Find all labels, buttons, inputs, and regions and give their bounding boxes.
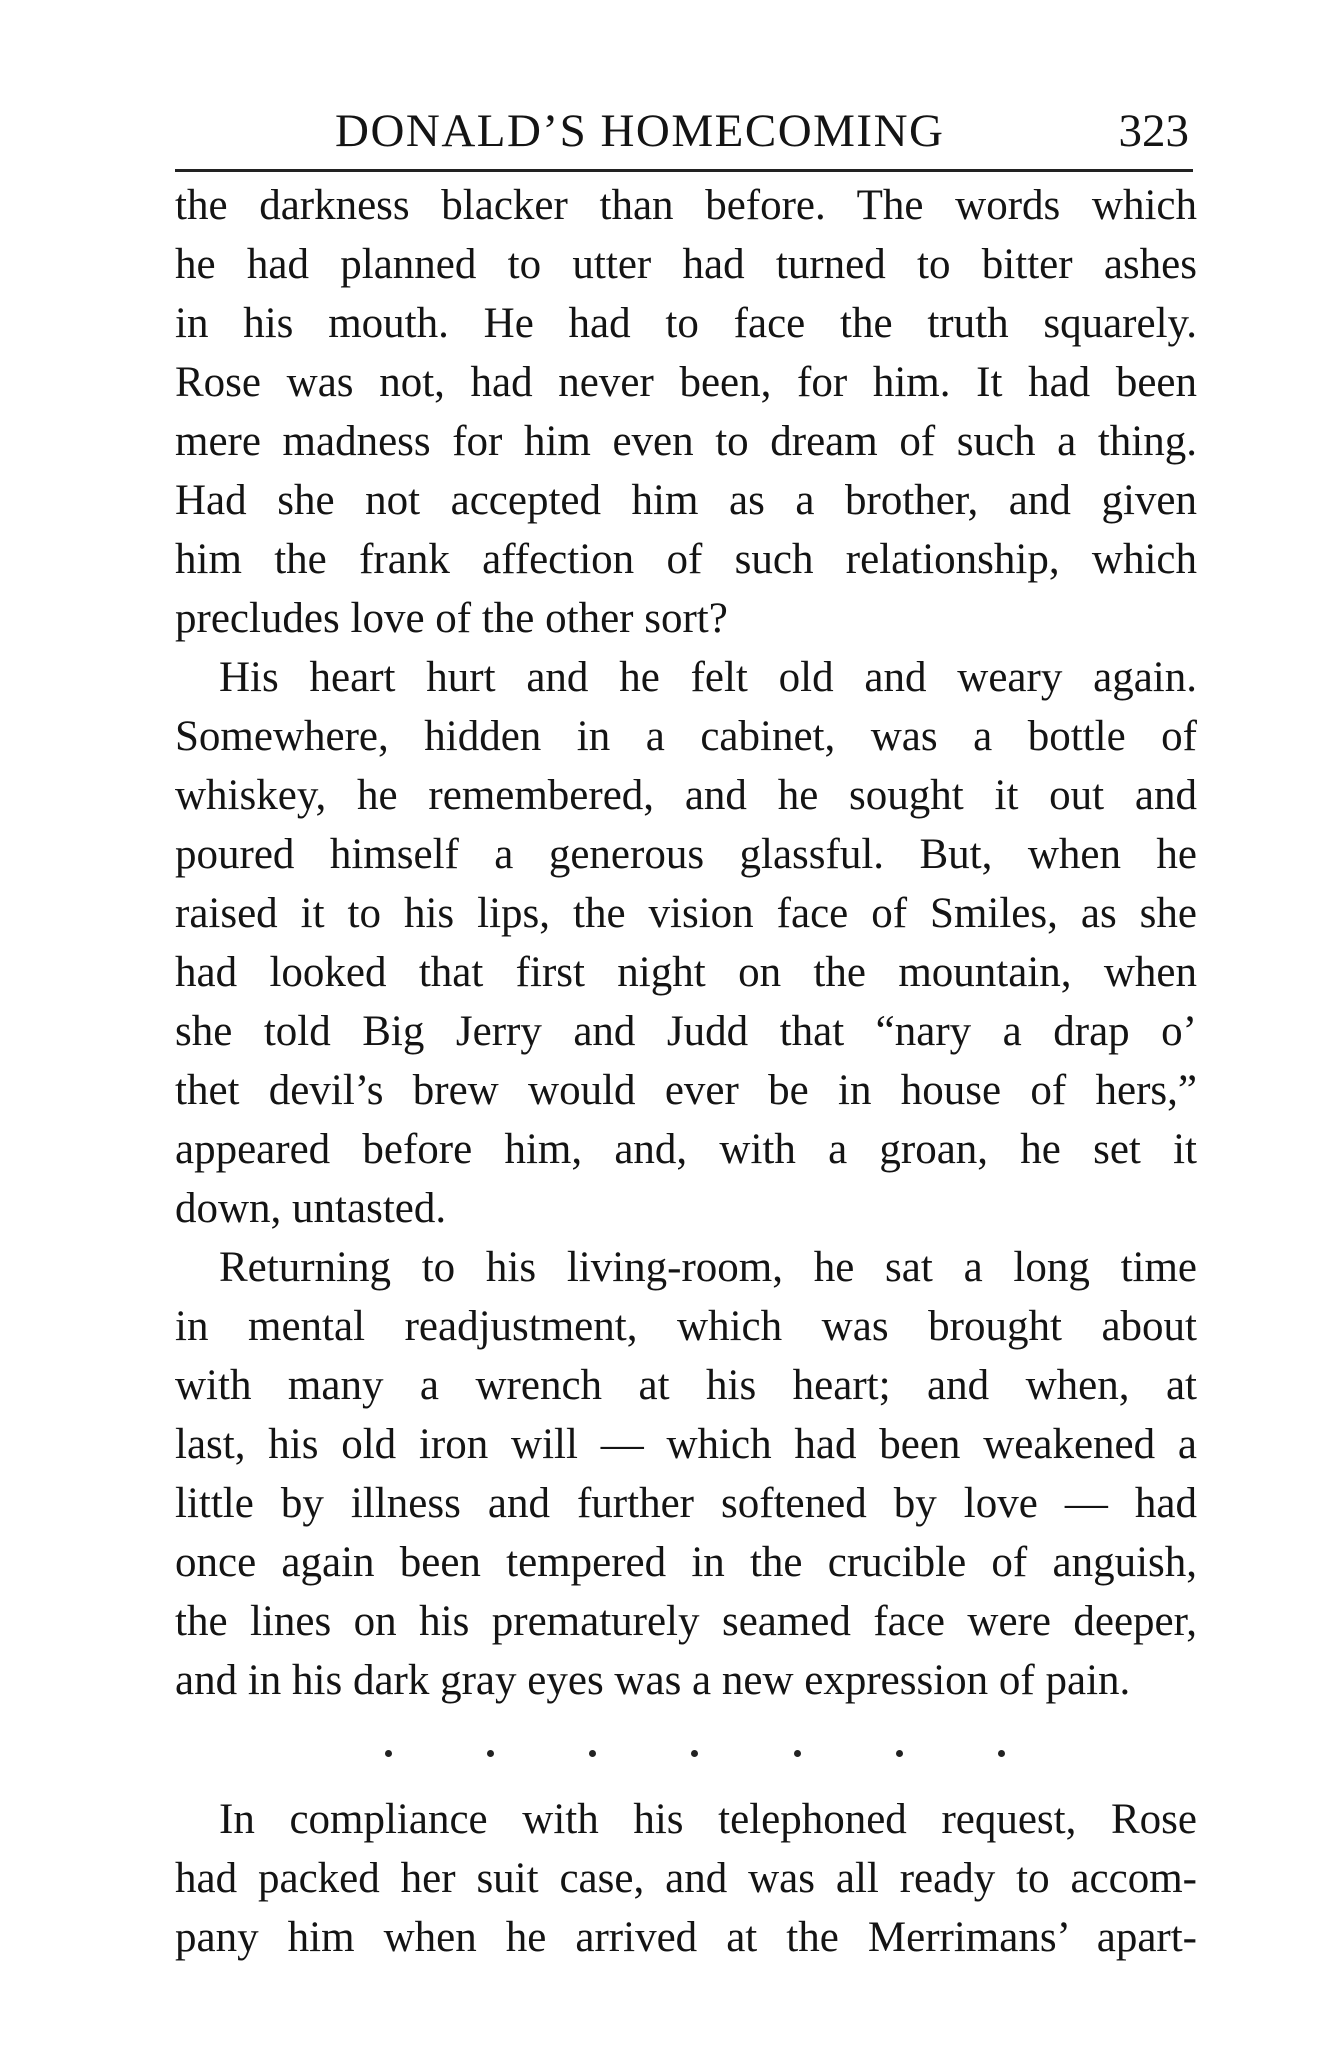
- text-line: him the frank affection of such relationship, which: [175, 536, 1197, 583]
- text-line: once again been tempered in the crucible of anguish,: [175, 1539, 1197, 1586]
- text-line: His heart hurt and he felt old and weary again.: [219, 654, 1197, 701]
- text-line: Had she not accepted him as a brother, and given: [175, 477, 1197, 524]
- text-line: had packed her suit case, and was all ready to accom-: [175, 1855, 1197, 1902]
- text-line: and in his dark gray eyes was a new expression of pain.: [175, 1657, 1131, 1704]
- paragraph: [175, 1790, 1197, 1967]
- text-line: she told Big Jerry and Judd that “nary a drap o’: [175, 1008, 1197, 1055]
- text-line: thet devil’s brew would ever be in house of hers,”: [175, 1067, 1197, 1114]
- text-line: in mental readjustment, which was brought about: [175, 1303, 1197, 1350]
- separator-dot: [385, 1750, 392, 1757]
- text-line: last, his old iron will — which had been weakened a: [175, 1421, 1197, 1468]
- text-line: precludes love of the other sort?: [175, 595, 728, 642]
- running-title: DONALD’S HOMECOMING: [335, 105, 945, 157]
- text-line: had looked that first night on the mountain, when: [175, 949, 1197, 996]
- text-line: Rose was not, had never been, for him. It had been: [175, 359, 1197, 406]
- text-line: Returning to his living-room, he sat a long time: [219, 1244, 1197, 1291]
- text-line: In compliance with his telephoned request, Rose: [219, 1796, 1197, 1843]
- text-line: little by illness and further softened by love — had: [175, 1480, 1197, 1527]
- page-header: [175, 96, 1195, 166]
- paragraph: [175, 176, 1197, 648]
- separator-dot: [998, 1750, 1005, 1757]
- separator-dot: [589, 1750, 596, 1757]
- text-line: the darkness blacker than before. The words which: [175, 182, 1197, 229]
- header-rule: [175, 169, 1193, 172]
- paragraph: [175, 648, 1197, 1238]
- section-break-dots: [385, 1738, 1005, 1768]
- text-line: with many a wrench at his heart; and when, at: [175, 1362, 1197, 1409]
- body-text: [175, 176, 1197, 1710]
- text-line: mere madness for him even to dream of such a thing.: [175, 418, 1197, 465]
- separator-dot: [794, 1750, 801, 1757]
- text-line: poured himself a generous glassful. But, when he: [175, 831, 1197, 878]
- text-line: pany him when he arrived at the Merrimans’ apart-: [175, 1914, 1197, 1961]
- separator-dot: [487, 1750, 494, 1757]
- text-line: the lines on his prematurely seamed face were deeper,: [175, 1598, 1197, 1645]
- text-line: Somewhere, hidden in a cabinet, was a bottle of: [175, 713, 1197, 760]
- body-text-continued: [175, 1790, 1197, 1967]
- text-line: whiskey, he remembered, and he sought it out and: [175, 772, 1197, 819]
- paragraph: [175, 1238, 1197, 1710]
- text-line: he had planned to utter had turned to bitter ashes: [175, 241, 1197, 288]
- text-line: raised it to his lips, the vision face of Smiles, as she: [175, 890, 1197, 937]
- text-line: down, untasted.: [175, 1185, 447, 1232]
- text-line: in his mouth. He had to face the truth squarely.: [175, 300, 1197, 347]
- separator-dot: [896, 1750, 903, 1757]
- text-line: appeared before him, and, with a groan, he set it: [175, 1126, 1197, 1173]
- separator-dot: [691, 1750, 698, 1757]
- page-number: 323: [1118, 105, 1189, 157]
